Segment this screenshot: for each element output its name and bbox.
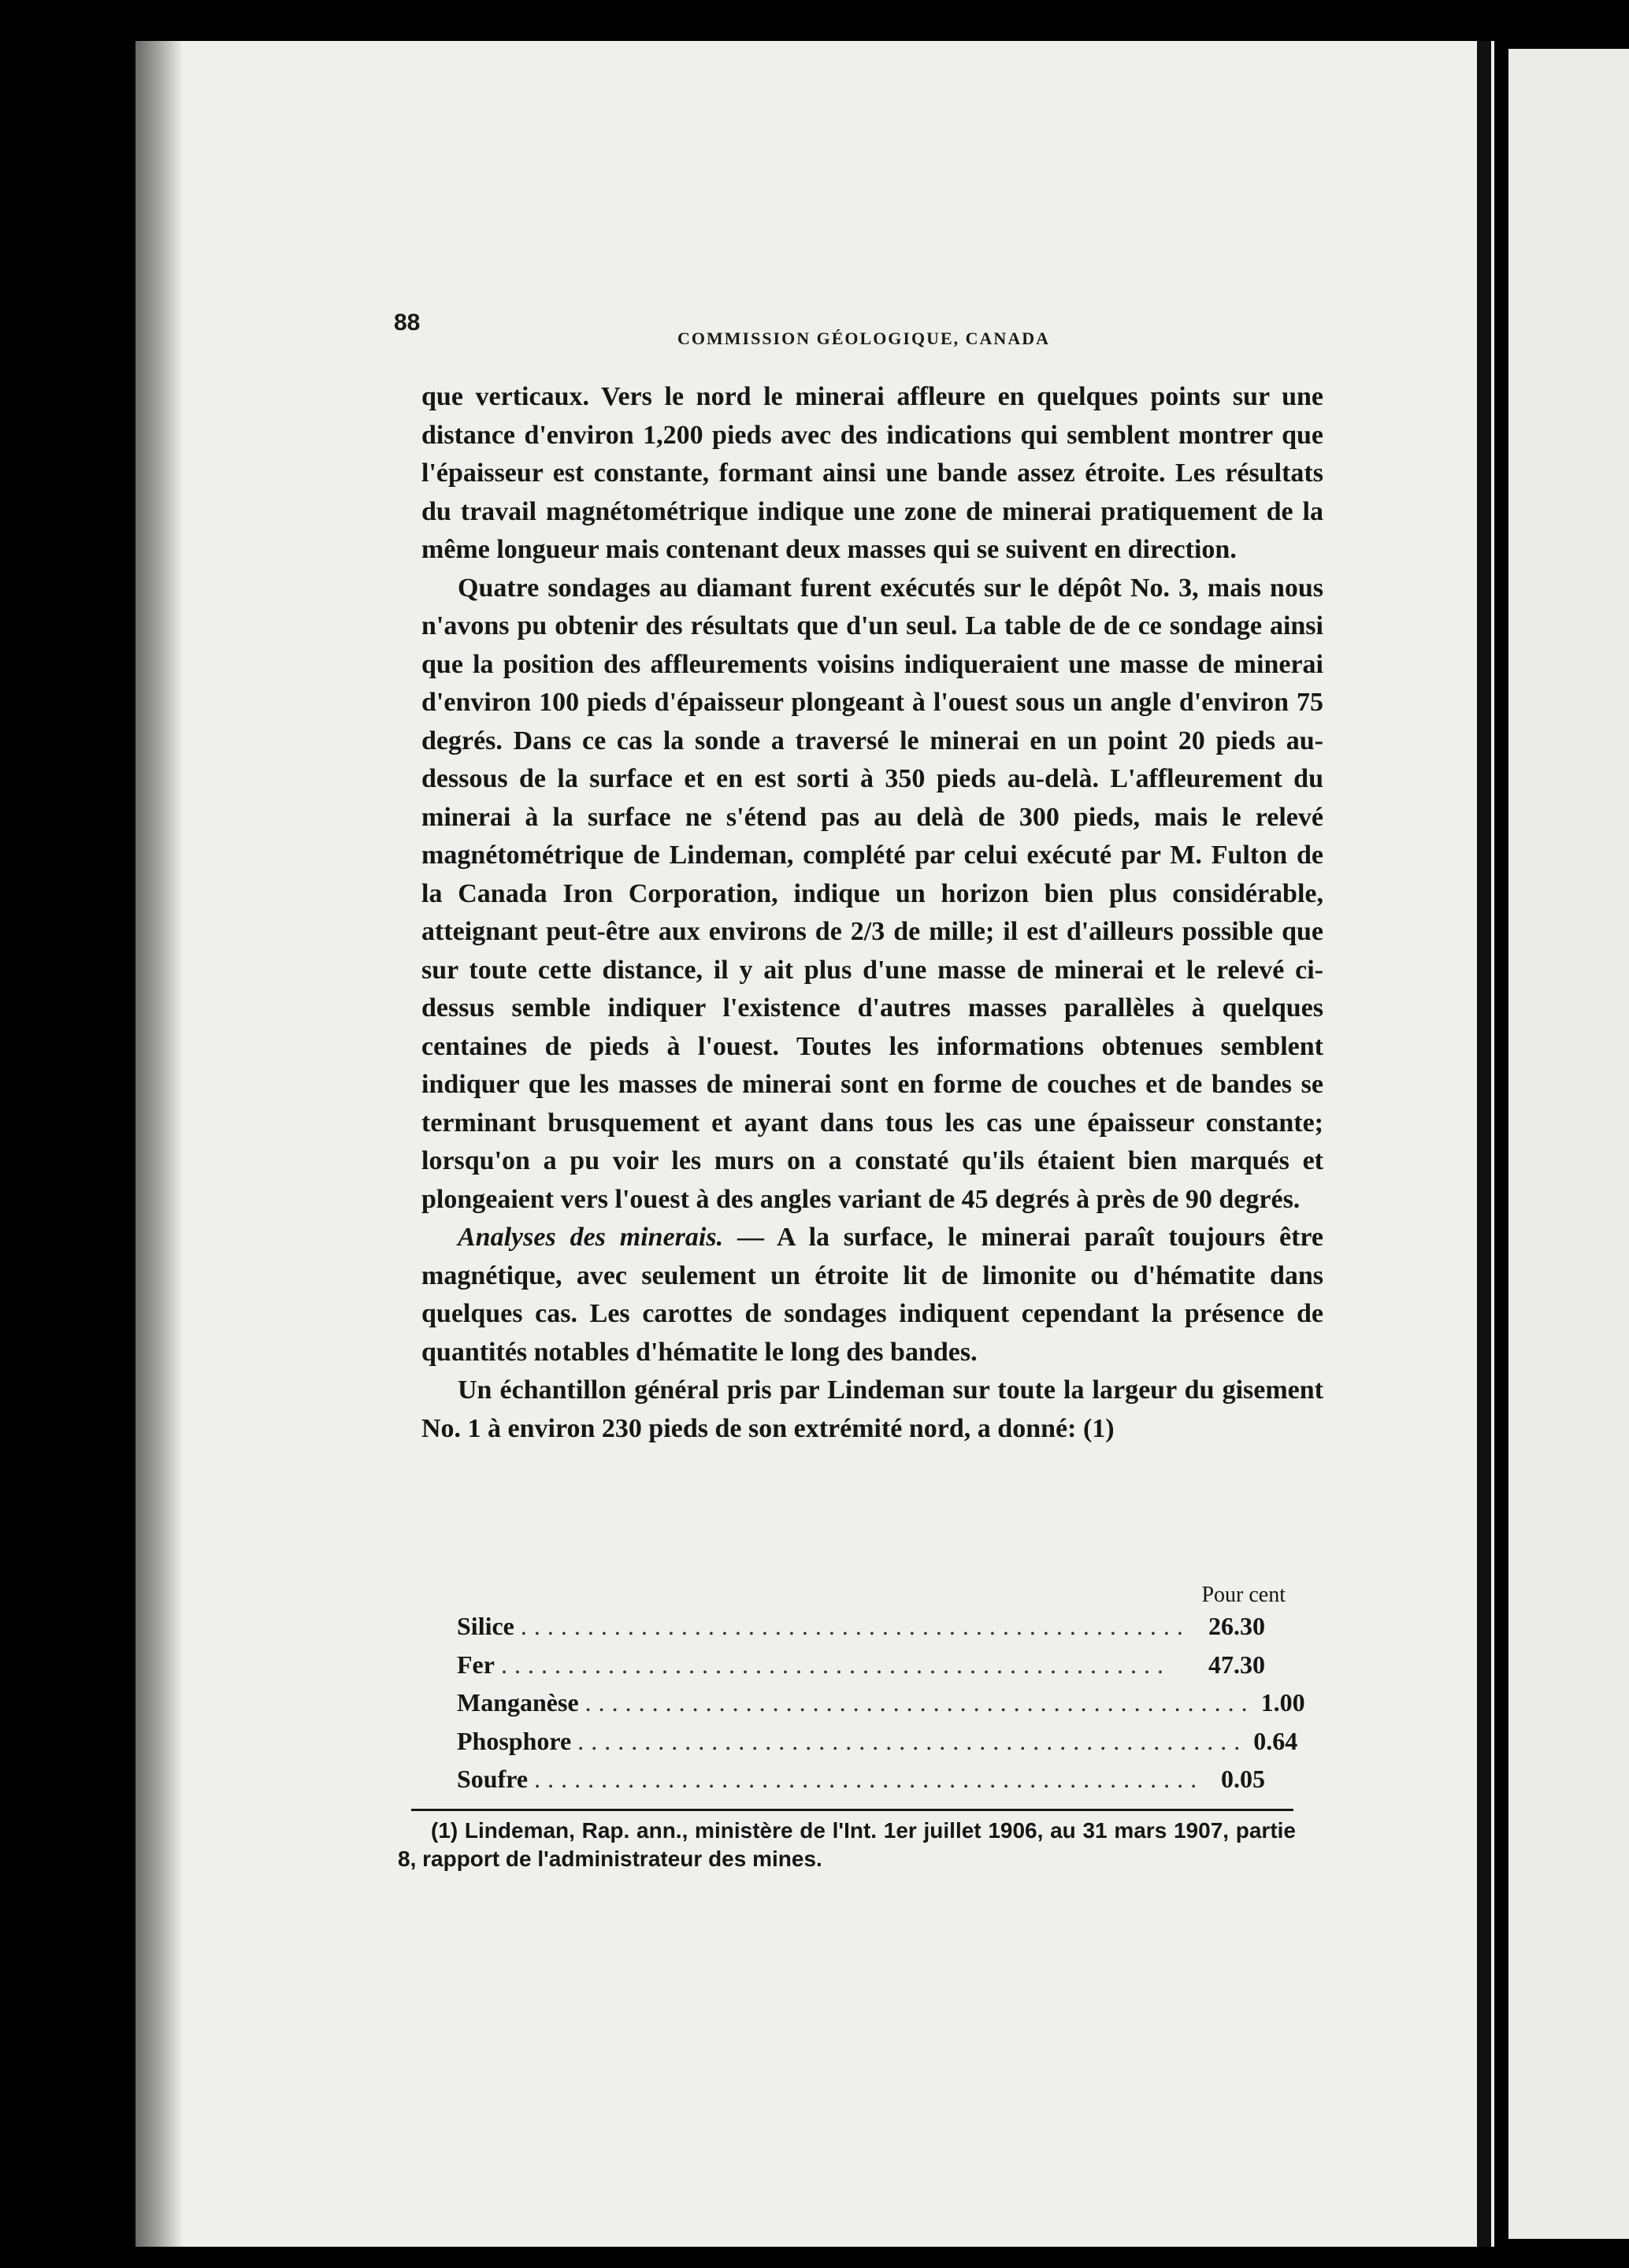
page-header (394, 310, 1300, 357)
dot-leader: .................................................. (584, 1688, 1255, 1717)
paragraph-1: que verticaux. Vers le nord le minerai affleure en quelques points sur une distance d'environ 1,200 pieds avec des indications qui semblent montrer que l'épaisseur est constante, formant ainsi une bande assez étroite. Les résultats du travail magnétométrique indique une zone de minerai pratiquement de la même longueur mais contenant deux masses qui se suivent en direction. (421, 382, 1323, 564)
table-row (457, 1722, 1298, 1761)
row-value: 26.30 (1208, 1612, 1265, 1640)
table-row (457, 1760, 1292, 1798)
dot-leader: .................................................. (500, 1650, 1171, 1679)
row-value: 0.64 (1253, 1726, 1298, 1755)
running-head: COMMISSION GÉOLOGIQUE, CANADA (677, 329, 1050, 348)
footnote-rule (411, 1809, 1293, 1811)
dot-leader: .................................................. (534, 1765, 1204, 1793)
footnote: (1) Lindeman, Rap. ann., ministère de l'Int. 1er juillet 1906, au 31 mars 1907, partie 8, rapport de l'administrateur des mines. (398, 1818, 1296, 1871)
analyses-heading: Analyses des minerais. (458, 1223, 724, 1252)
table-row (457, 1607, 1292, 1646)
column-header: Pour cent (1201, 1583, 1286, 1607)
row-label: Soufre (457, 1765, 529, 1793)
dot-leader: .................................................. (520, 1612, 1190, 1640)
page-number: 88 (394, 310, 421, 336)
row-value: 1.00 (1260, 1688, 1305, 1717)
row-label: Silice (457, 1612, 514, 1640)
page-gutter (1477, 41, 1491, 2247)
row-value: 47.30 (1208, 1650, 1265, 1679)
adjacent-page (1508, 49, 1629, 2239)
analyses-text: — A la surface, le minerai paraît toujours être magnétique, avec seulement un étroite lit de limonite ou d'hématite dans quelques cas. Les carottes de sondages indiquent cependant la présence de quantités notables d'hématite le long des bandes. (421, 1223, 1323, 1367)
analysis-table (457, 1583, 1305, 1798)
row-label: Fer (457, 1650, 495, 1679)
page-binding-shadow (135, 41, 183, 2247)
paragraph-2: Quatre sondages au diamant furent exécutés sur le dépôt No. 3, mais nous n'avons pu obtenir des résultats que d'un seul. La table de de ce sondage ainsi que la position des affleurements voisins indiqueraient une masse de minerai d'environ 100 pieds d'épaisseur plongeant à l'ouest sous un angle d'environ 75 degrés. Dans ce cas la sonde a traversé le minerai en un point 20 pieds au-dessous de la surface et en est sorti à 350 pieds au-delà. L'affleurement du minerai à la surface ne s'étend pas au delà de 300 pieds, mais le relevé magnétométrique de Lindeman, complété par celui exécuté par M. Fulton de la Canada Iron Corporation, indique un horizon bien plus considérable, atteignant peut-être aux environs de 2/3 de mille; il est d'ailleurs possible que sur toute cette distance, il y ait plus d'une masse de minerai et le relevé ci-dessus semble indiquer l'existence d'autres masses parallèles à quelques centaines de pieds à l'ouest. Toutes les informations obtenues semblent indiquer que les masses de minerai sont en forme de couches et de bandes se terminant brusquement et ayant dans tous les cas une épaisseur constante; lorsqu'on a pu voir les murs on a constaté qu'ils étaient bien marqués et plongeaient vers l'ouest à des angles variant de 45 degrés à près de 90 degrés. (421, 573, 1323, 1214)
paragraph-analyses (421, 1219, 1323, 1372)
paragraph-sample: Un échantillon général pris par Lindeman sur toute la largeur du gisement No. 1 à environ 230 pieds de son extrémité nord, a donné: (1) (421, 1375, 1323, 1443)
dot-leader: .................................................. (577, 1726, 1248, 1755)
table-row (457, 1683, 1305, 1722)
table-row (457, 1646, 1292, 1684)
row-label: Phosphore (457, 1726, 572, 1755)
body-text (421, 378, 1323, 1448)
row-value: 0.05 (1221, 1765, 1265, 1793)
row-label: Manganèse (457, 1688, 579, 1717)
